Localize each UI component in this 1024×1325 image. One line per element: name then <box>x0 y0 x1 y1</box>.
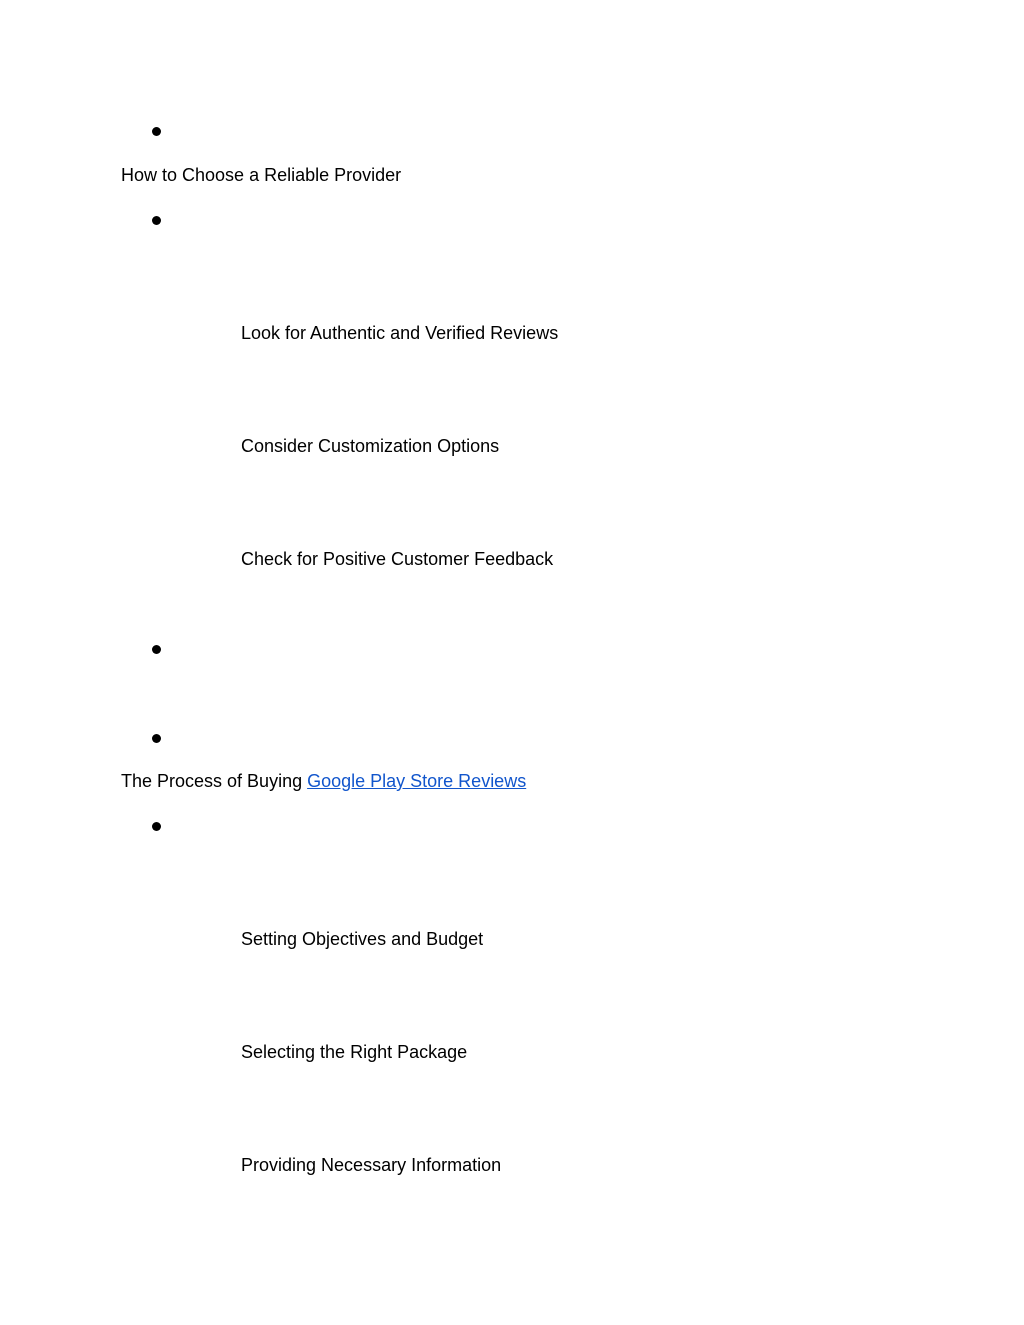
list-item: Providing Necessary Information <box>241 1155 502 1175</box>
bullet-marker <box>152 216 161 225</box>
list-item: Check for Positive Customer Feedback <box>241 549 554 569</box>
heading-prefix-text: The Process of Buying <box>121 771 308 791</box>
bullet-marker <box>152 127 161 136</box>
list-item: Setting Objectives and Budget <box>241 929 484 949</box>
list-item: Look for Authentic and Verified Reviews <box>241 323 559 343</box>
bullet-marker <box>152 645 161 654</box>
list-item: Consider Customization Options <box>241 436 500 456</box>
bullet-marker <box>152 734 161 743</box>
bullet-marker <box>152 822 161 831</box>
section-heading-process <box>121 770 526 792</box>
section-heading-provider: How to Choose a Reliable Provider <box>121 165 402 185</box>
google-play-reviews-link[interactable]: Google Play Store Reviews <box>307 771 527 791</box>
list-item: Selecting the Right Package <box>241 1042 468 1062</box>
